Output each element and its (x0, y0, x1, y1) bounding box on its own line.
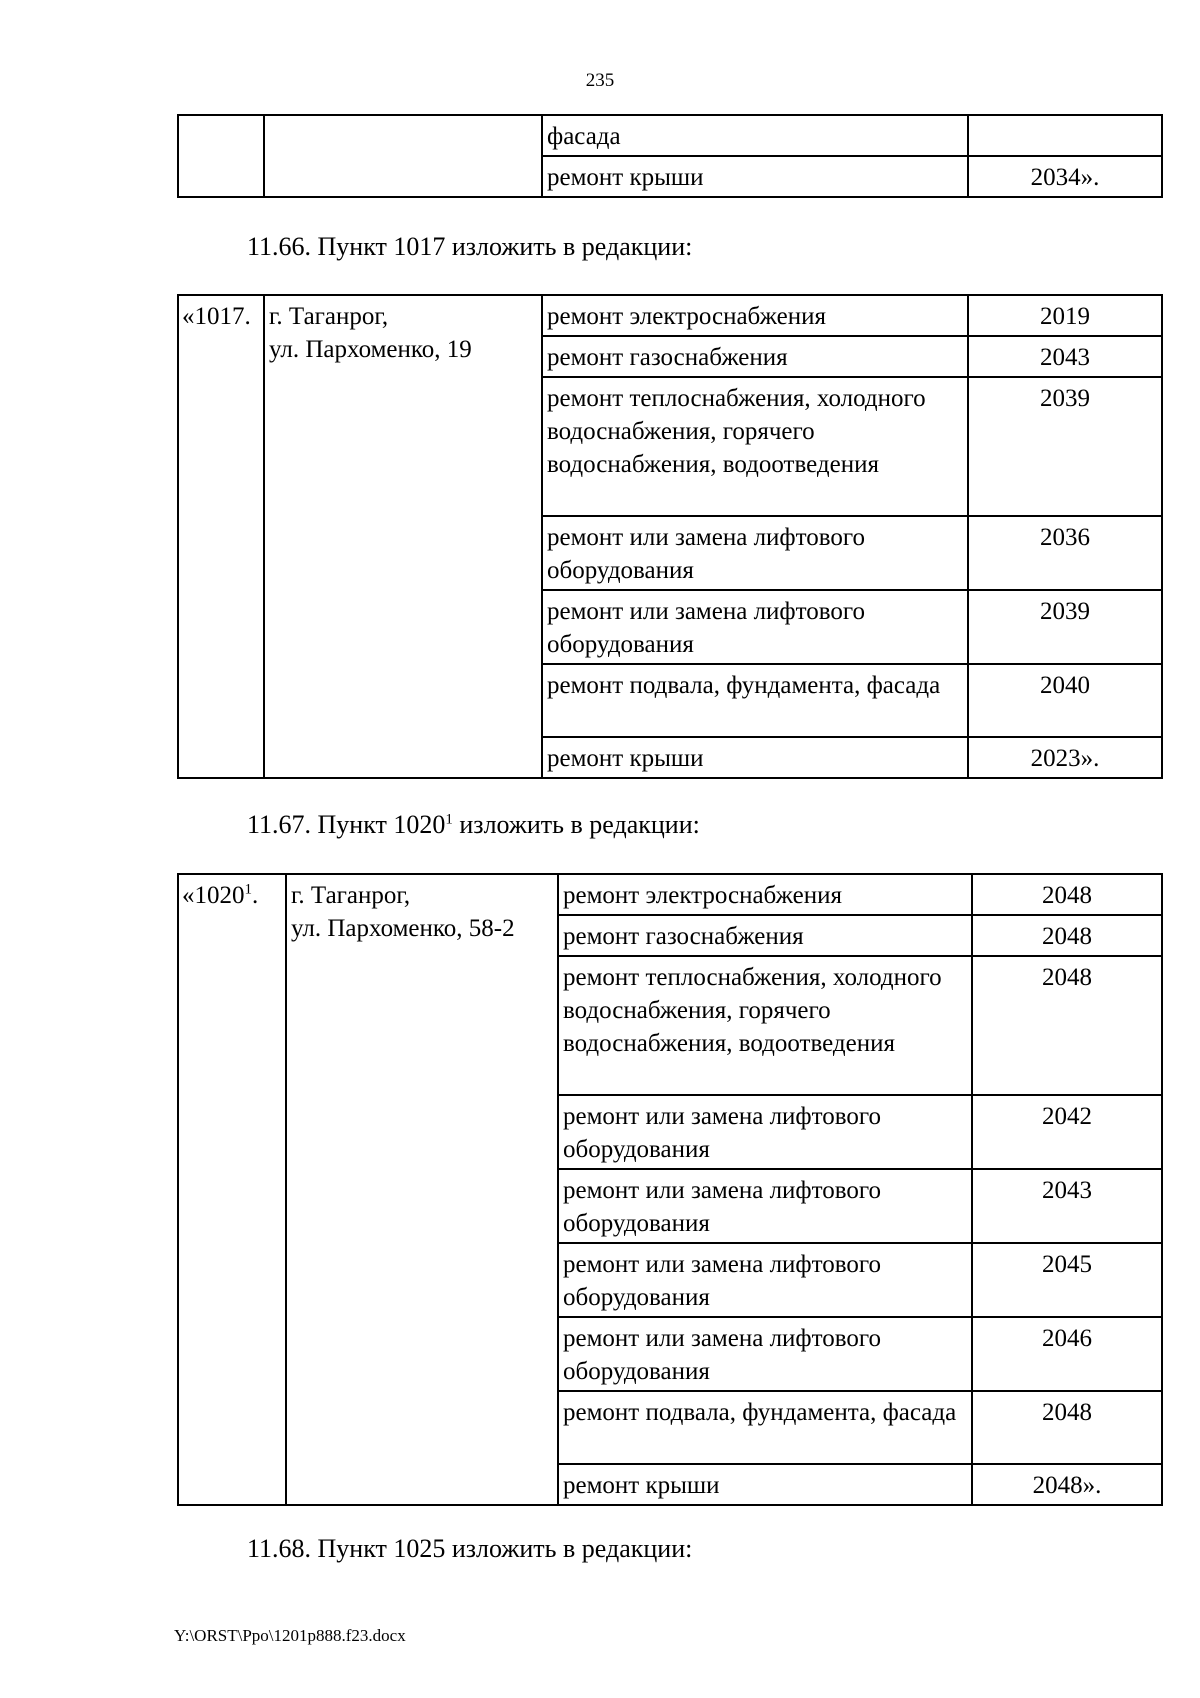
work-cell: ремонт теплоснабжения, холодного водоснабжения, горячего водоснабжения, водоотведения (558, 956, 972, 1095)
work-cell: ремонт или замена лифтового оборудования (558, 1095, 972, 1169)
number-cell (178, 115, 264, 197)
work-cell: ремонт или замена лифтового оборудования (542, 590, 968, 664)
paragraph-11-67: 11.67. Пункт 1020$^1$ изложить в редакции: (247, 810, 700, 839)
work-cell: ремонт или замена лифтового оборудования (558, 1169, 972, 1243)
address-street: ул. Пархоменко, 58-2 (291, 915, 515, 942)
table-continuation (177, 114, 1163, 198)
address-cell (264, 115, 542, 197)
year-cell: 2036 (968, 516, 1162, 590)
work-cell: ремонт или замена лифтового оборудования (558, 1243, 972, 1317)
table-row (178, 115, 1162, 156)
work-cell: ремонт газоснабжения (542, 336, 968, 377)
page-number: 235 (585, 70, 615, 91)
year-cell: 2039 (968, 590, 1162, 664)
work-cell: фасада (542, 115, 968, 156)
work-cell: ремонт крыши (558, 1464, 972, 1505)
address-city: г. Таганрог, (291, 882, 411, 909)
year-cell: 2040 (968, 664, 1162, 737)
year-cell: 2023». (968, 737, 1162, 778)
address-city: г. Таганрог, (269, 303, 389, 330)
work-cell: ремонт или замена лифтового оборудования (558, 1317, 972, 1391)
work-cell: ремонт электроснабжения (558, 874, 972, 915)
year-cell: 2043 (968, 336, 1162, 377)
year-cell: 2039 (968, 377, 1162, 516)
work-cell: ремонт крыши (542, 737, 968, 778)
item-number: «1020$^1$. (178, 874, 286, 1505)
year-cell: 2019 (968, 295, 1162, 336)
year-cell: 2034». (968, 156, 1162, 197)
work-cell: ремонт или замена лифтового оборудования (542, 516, 968, 590)
address-street: ул. Пархоменко, 19 (269, 336, 472, 363)
table-row (178, 295, 1162, 336)
address-cell (264, 295, 542, 778)
year-cell (968, 115, 1162, 156)
table-row (178, 874, 1162, 915)
file-path-footer: Y:\ORST\Ppo\1201p888.f23.docx (174, 1626, 406, 1645)
item-number: «1017. (178, 295, 264, 778)
year-cell: 2048». (972, 1464, 1162, 1505)
work-cell: ремонт электроснабжения (542, 295, 968, 336)
paragraph-11-68: 11.68. Пункт 1025 изложить в редакции: (247, 1534, 693, 1563)
year-cell: 2048 (972, 915, 1162, 956)
year-cell: 2043 (972, 1169, 1162, 1243)
table-item-1017 (177, 294, 1163, 779)
work-cell: ремонт подвала, фундамента, фасада (558, 1391, 972, 1464)
work-cell: ремонт теплоснабжения, холодного водоснабжения, горячего водоснабжения, водоотведения (542, 377, 968, 516)
year-cell: 2045 (972, 1243, 1162, 1317)
work-cell: ремонт крыши (542, 156, 968, 197)
work-cell: ремонт подвала, фундамента, фасада (542, 664, 968, 737)
year-cell: 2048 (972, 956, 1162, 1095)
year-cell: 2048 (972, 874, 1162, 915)
table-item-1020-1 (177, 873, 1163, 1506)
work-cell: ремонт газоснабжения (558, 915, 972, 956)
year-cell: 2042 (972, 1095, 1162, 1169)
paragraph-11-66: 11.66. Пункт 1017 изложить в редакции: (247, 232, 693, 261)
address-cell (286, 874, 558, 1505)
year-cell: 2046 (972, 1317, 1162, 1391)
year-cell: 2048 (972, 1391, 1162, 1464)
